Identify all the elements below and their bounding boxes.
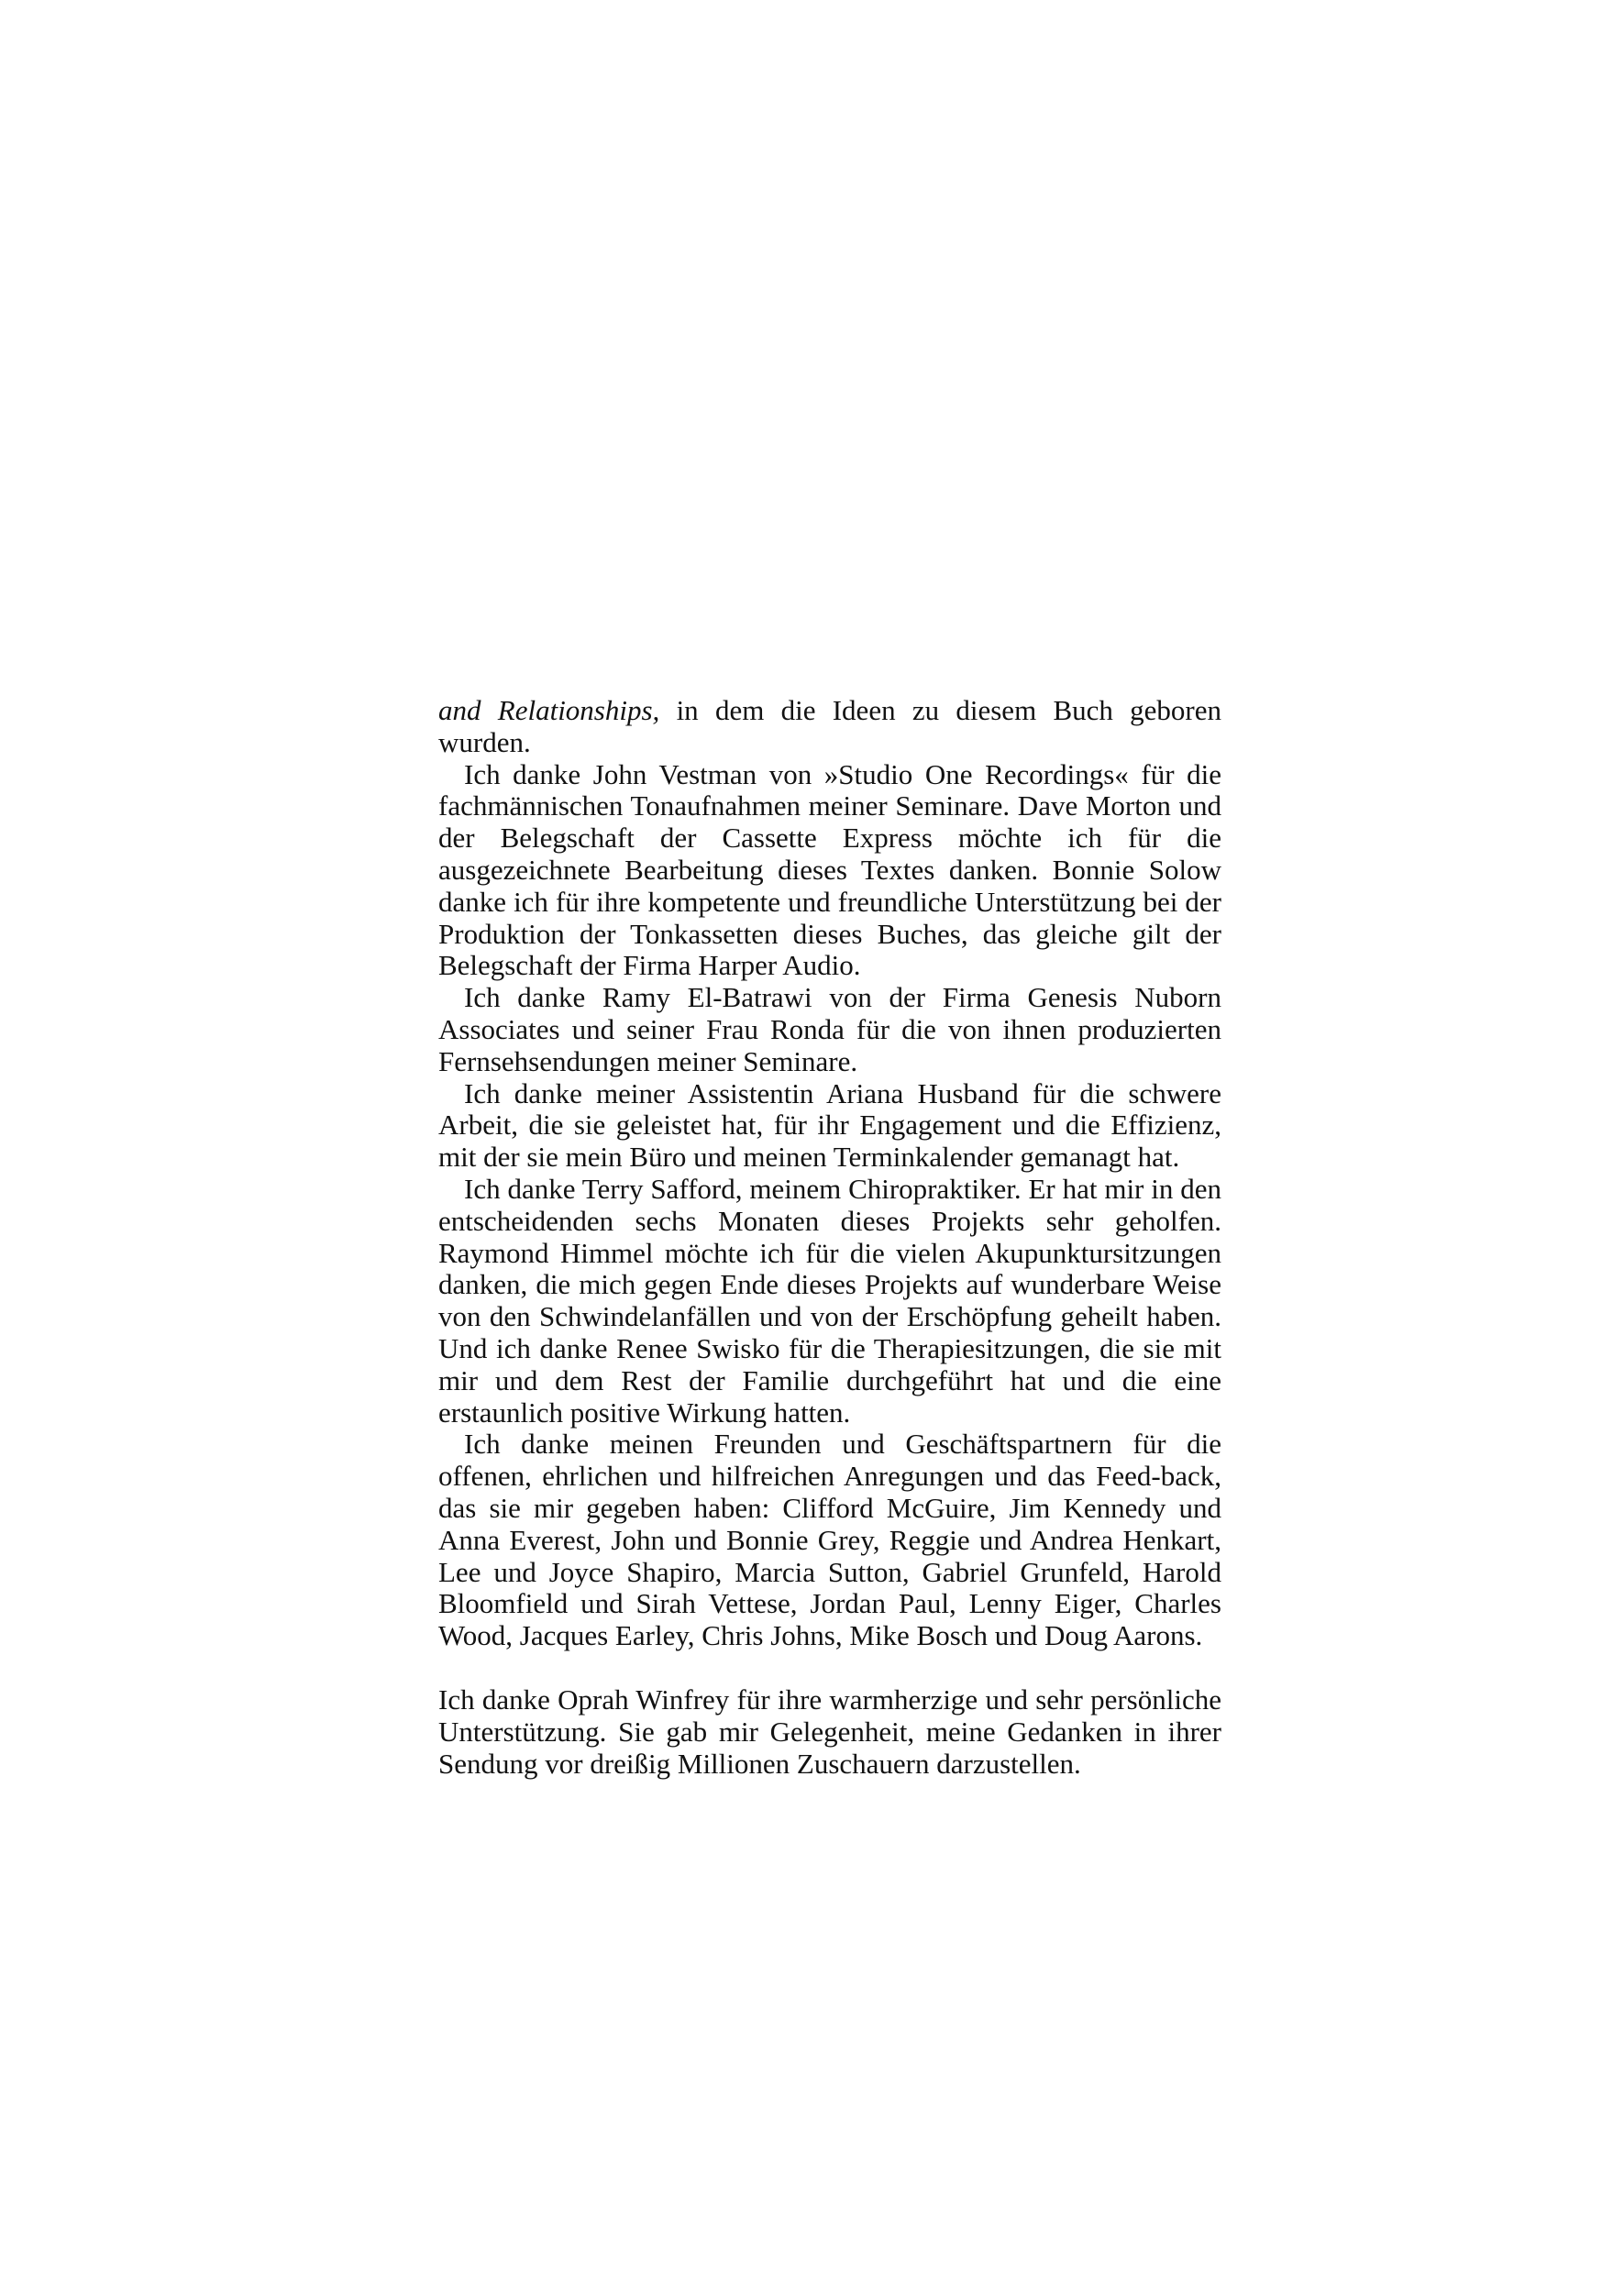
book-title-italic: and Relationships, bbox=[438, 694, 660, 726]
paragraph-friends: Ich danke meinen Freunden und Geschäftspartnern für die offenen, ehrlichen und hilfreichen Anregungen und das Feed-back, das sie mir gegeben haben: Clifford McGuire, Jim Kennedy und Anna Everest, John und Bonnie Grey, Reggie und Andrea Henkart, Lee und Joyce Shapiro, Marcia Sutton, Gabriel Grunfeld, Harold Bloomfield und Sirah Vettese, Jordan Paul, Lenny Eiger, Charles Wood, Jacques Earley, Chris Johns, Mike Bosch und Doug Aarons. bbox=[438, 1428, 1221, 1652]
paragraph-winfrey: Ich danke Oprah Winfrey für ihre warmherzige und sehr persönliche Unterstützung. Sie gab mir Gelegenheit, meine Gedanken in ihrer Sendung vor dreißig Millionen Zuschauern darzustellen. bbox=[438, 1683, 1221, 1780]
paragraph-vestman: Ich danke John Vestman von »Studio One Recordings« für die fachmännischen Tonaufnahmen meiner Seminare. Dave Morton und der Belegschaft der Cassette Express möchte ich für die ausgezeichnete Bearbeitung dieses Textes danken. Bonnie Solow danke ich für ihre kompetente und freundliche Unterstützung bei der Produktion der Tonkassetten dieses Buches, das gleiche gilt der Belegschaft der Firma Harper Audio. bbox=[438, 757, 1221, 982]
paragraph-continuation bbox=[438, 695, 1221, 759]
paragraph-safford: Ich danke Terry Safford, meinem Chiropraktiker. Er hat mir in den entscheidenden sechs Monaten dieses Projekts sehr geholfen. Raymond Himmel möchte ich für die vielen Akupunktursitzungen danken, die mich gegen Ende dieses Projekts auf wunderbare Weise von den Schwindelanfällen und von der Erschöpfung geheilt haben. Und ich danke Renee Swisko für die Therapiesitzungen, die sie mit mir und dem Rest der Familie durchgeführt hat und die eine erstaunlich positive Wirkung hatten. bbox=[438, 1172, 1221, 1429]
page-text-block bbox=[438, 695, 1221, 1780]
paragraph-continuation-text: in dem die Ideen zu diesem Buch geboren wurden. bbox=[438, 694, 1221, 758]
paragraph-husband: Ich danke meiner Assistentin Ariana Husband für die schwere Arbeit, die sie geleistet hat, für ihr Engagement und die Effizienz, mit der sie mein Büro und meinen Terminkalender gemanagt hat. bbox=[438, 1076, 1221, 1174]
paragraph-el-batrawi: Ich danke Ramy El-Batrawi von der Firma Genesis Nuborn Associates und seiner Frau Ronda für die von ihnen produzierten Fernsehsendungen meiner Seminare. bbox=[438, 981, 1221, 1077]
